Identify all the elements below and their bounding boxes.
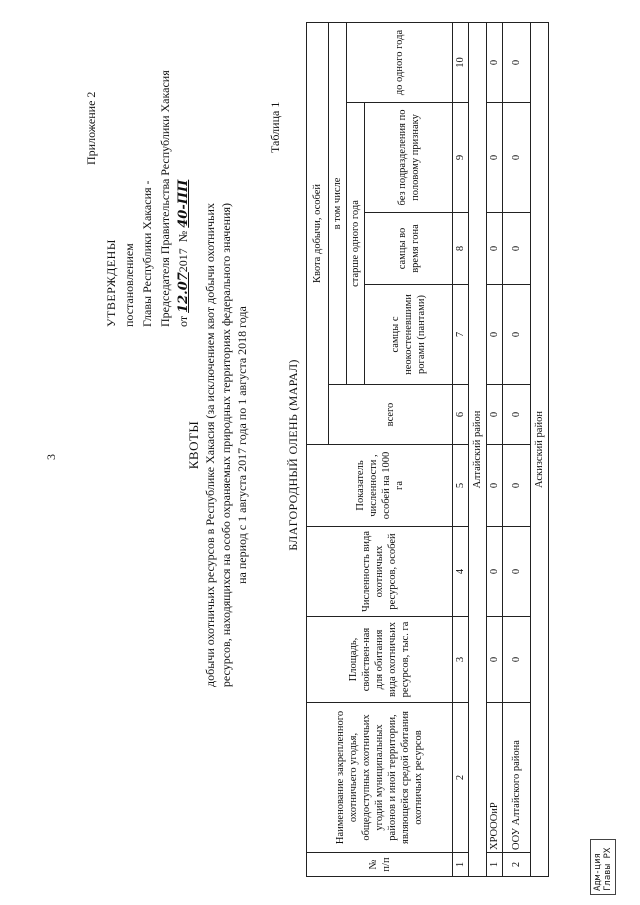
region-row: Аскизский район — [531, 23, 549, 877]
header-quota: Квота добычи, особей — [307, 23, 329, 445]
header-num: № п/п — [307, 853, 453, 877]
heading-line-3: на период с 1 августа 2017 года по 1 августа 2018 года — [235, 306, 249, 584]
approval-line-3: Главы Республики Хакасия - — [140, 180, 154, 327]
header-including: в том числе — [329, 23, 347, 385]
approval-block — [102, 70, 193, 327]
header-older: старше одного года — [347, 103, 365, 385]
cell-index: 0 — [503, 445, 531, 527]
column-number: 1 — [453, 853, 469, 877]
cell-total: 0 — [503, 385, 531, 445]
date-prefix: от — [176, 315, 190, 327]
approval-year: 2017 — [176, 248, 190, 273]
column-number: 8 — [453, 213, 469, 285]
page-number: 3 — [44, 454, 58, 460]
cell-males-rut: 0 — [503, 213, 531, 285]
appendix-label: Приложение 2 — [84, 91, 98, 165]
handwritten-number: 40-ПП — [176, 179, 191, 228]
cell-young: 0 — [487, 23, 503, 103]
heading-line-1: добычи охотничьих ресурсов в Республике Хакасия (за исключением квот добычи охотничьих — [203, 203, 217, 687]
column-number: 5 — [453, 445, 469, 527]
column-number: 9 — [453, 103, 469, 213]
row-name: ООУ Алтайского района — [503, 703, 531, 853]
heading-title: КВОТЫ — [186, 420, 201, 470]
approval-line-2: постановлением — [122, 243, 136, 327]
cell-count: 0 — [487, 527, 503, 617]
heading-line-2: ресурсов, находящихся на особо охраняемых природных территориях федерального значения) — [219, 202, 233, 688]
cell-no-sex: 0 — [487, 103, 503, 213]
header-males-antlers: самцы с неокостеневшими рогами (пантами) — [365, 285, 453, 385]
header-name: Наименование закрепленного охотничьего угодья, общедоступных охотничьих угодий муниципальных районов и иной территории, являющейся средой обитания охотничьих ресурсов — [307, 703, 453, 853]
row-name: ХРОООиР — [487, 703, 503, 853]
column-number: 6 — [453, 385, 469, 445]
column-number: 2 — [453, 703, 469, 853]
stamp-line-2: Главы РХ — [603, 847, 613, 891]
cell-index: 0 — [487, 445, 503, 527]
header-no-sex: без подразделения по половому признаку — [365, 103, 453, 213]
header-males-rut: самцы во время гона — [365, 213, 453, 285]
region-row: Алтайский район — [469, 23, 487, 877]
registration-stamp — [590, 839, 616, 895]
header-total: всего — [329, 385, 453, 445]
column-number: 4 — [453, 527, 469, 617]
header-area: Площадь, свойствен-ная для обитания вида охотничьих ресурсов, тыс. га — [307, 617, 453, 703]
header-young: до одного года — [347, 23, 453, 103]
quota-table — [306, 22, 549, 877]
document-heading — [186, 135, 250, 755]
row-number: 1 — [487, 853, 503, 877]
stamp-line-1: Адм-ция — [593, 853, 603, 891]
cell-young: 0 — [503, 23, 531, 103]
table-label: Таблица 1 — [268, 101, 282, 153]
cell-area: 0 — [487, 617, 503, 703]
header-count: Численность вида охотничьих ресурсов, особей — [307, 527, 453, 617]
approval-line-4: Председателя Правительства Республики Хакасия — [158, 70, 172, 327]
header-index: Показатель численности , особей на 1000 га — [307, 445, 453, 527]
cell-count: 0 — [503, 527, 531, 617]
species-title: БЛАГОРОДНЫЙ ОЛЕНЬ (МАРАЛ) — [286, 359, 300, 551]
column-number: 3 — [453, 617, 469, 703]
cell-area: 0 — [503, 617, 531, 703]
column-number: 10 — [453, 23, 469, 103]
row-number: 2 — [503, 853, 531, 877]
cell-males-antlers: 0 — [503, 285, 531, 385]
cell-no-sex: 0 — [503, 103, 531, 213]
number-prefix: № — [176, 230, 190, 243]
approval-line-1: УТВЕРЖДЕНЫ — [104, 239, 118, 327]
cell-total: 0 — [487, 385, 503, 445]
cell-males-rut: 0 — [487, 213, 503, 285]
column-number: 7 — [453, 285, 469, 385]
cell-males-antlers: 0 — [487, 285, 503, 385]
handwritten-date: 12.07 — [176, 272, 191, 313]
